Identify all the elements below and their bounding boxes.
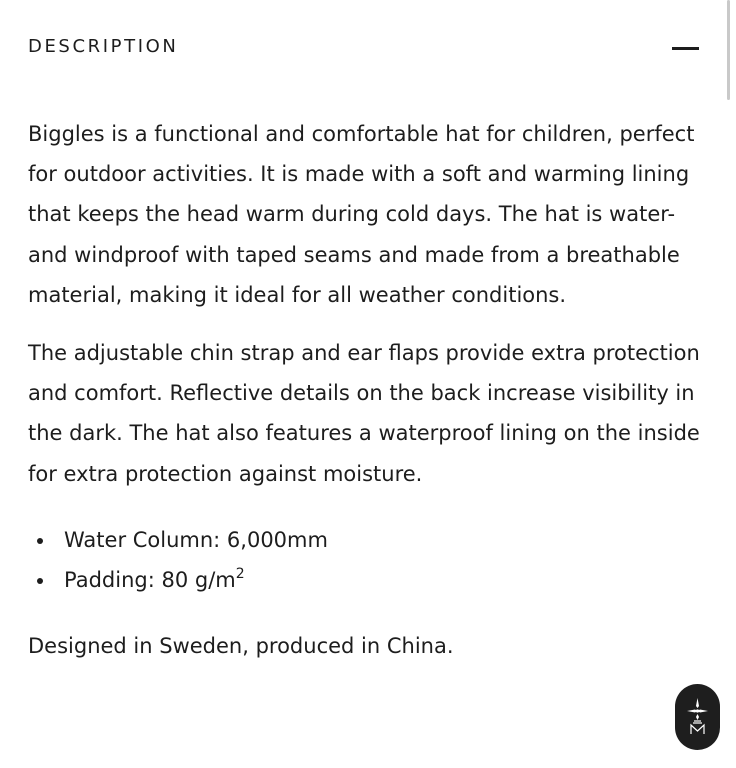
spec-list-item <box>28 560 708 600</box>
spec-superscript: 2 <box>235 566 245 583</box>
origin-paragraph: Designed in Sweden, produced in China. <box>28 634 454 659</box>
spec-text: Water Column: 6,000mm <box>64 527 328 552</box>
chat-widget-button[interactable] <box>675 684 720 750</box>
scrollbar[interactable] <box>727 0 730 100</box>
spec-list <box>28 520 708 600</box>
description-header[interactable] <box>28 33 700 61</box>
description-paragraph: The adjustable chin strap and ear flaps provide extra protection and comfort. Reflective details on the back increase visibility in the dark. The hat also features a waterproof lining on the inside for extra protection against moisture. <box>28 341 700 486</box>
brand-logo-icon <box>675 684 720 750</box>
collapse-button[interactable] <box>670 35 700 59</box>
spec-list-item <box>28 520 708 560</box>
bullet-icon <box>37 538 43 544</box>
section-title: DESCRIPTION <box>28 36 179 57</box>
bullet-icon <box>37 578 43 584</box>
description-paragraph: Biggles is a functional and comfortable hat for children, perfect for outdoor activities. It is made with a soft and warming lining that keeps the head warm during cold days. The hat is water- and windproof with taped seams and made from a breathable material, making it ideal for all weather conditions. <box>28 122 695 307</box>
description-body <box>28 114 708 666</box>
minus-icon <box>672 47 699 50</box>
spec-text: Padding: 80 g/m <box>64 568 236 593</box>
